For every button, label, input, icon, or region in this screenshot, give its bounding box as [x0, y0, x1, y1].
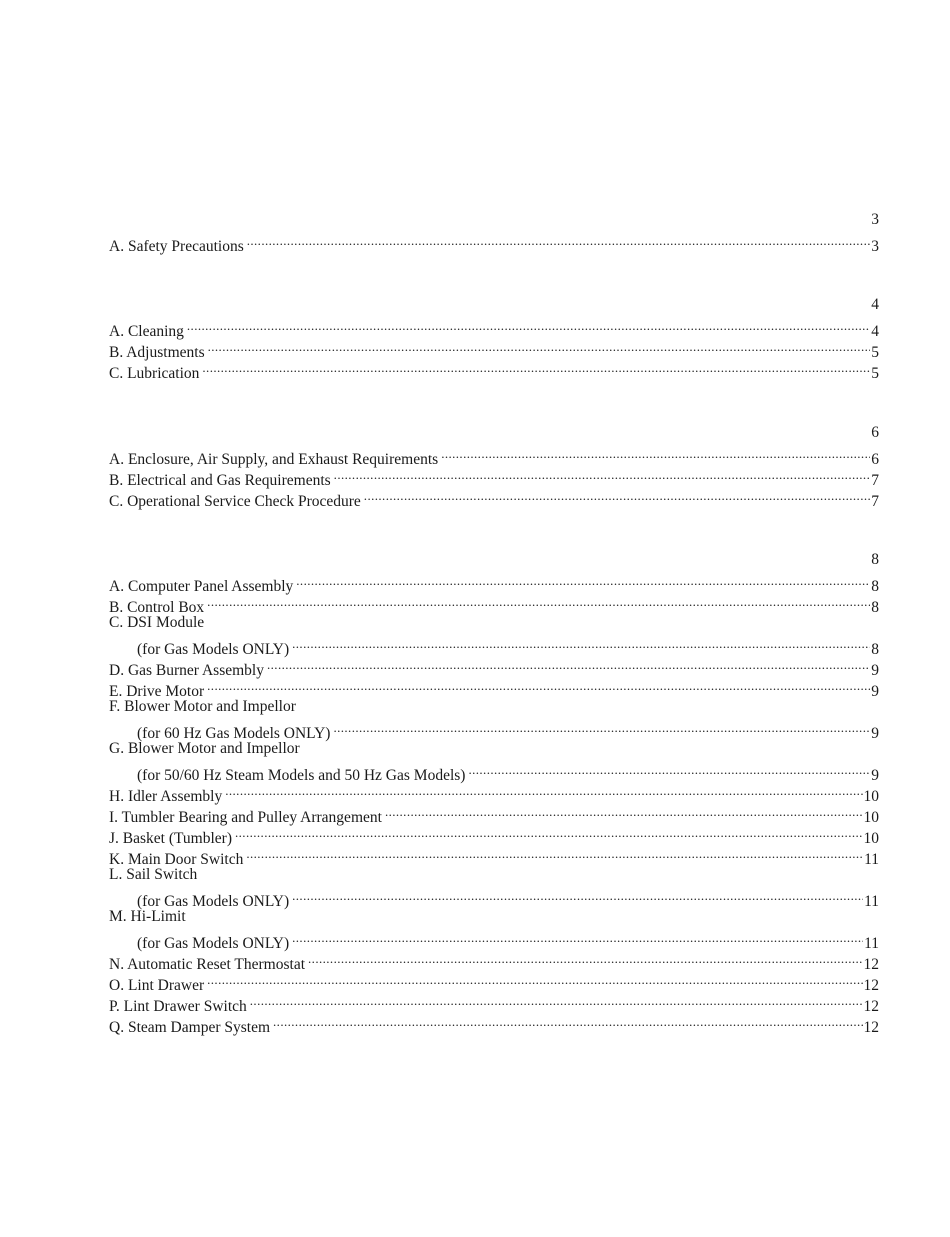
dot-leader — [202, 357, 870, 378]
dot-leader — [468, 759, 870, 780]
dot-leader — [207, 969, 862, 990]
toc-entry-label: D. Gas Burner Assembly — [109, 662, 264, 679]
dot-leader — [225, 780, 862, 801]
toc-entry[interactable] — [109, 315, 879, 340]
toc-entry-page: 9 — [871, 725, 879, 742]
section-page-number: 3 — [871, 211, 879, 228]
toc-entry[interactable] — [109, 675, 879, 700]
toc-entry[interactable] — [109, 443, 879, 468]
toc-section-1 — [109, 209, 879, 255]
toc-entry-label: I. Tumbler Bearing and Pulley Arrangement — [109, 809, 382, 826]
toc-entry[interactable] — [109, 230, 879, 255]
toc-entry-label: A. Enclosure, Air Supply, and Exhaust Requirements — [109, 451, 439, 468]
toc-entry[interactable] — [109, 885, 879, 910]
dot-leader — [247, 230, 871, 251]
dot-leader — [364, 485, 870, 506]
toc-entry[interactable] — [109, 633, 879, 658]
toc-entry-heading[interactable]: L. Sail Switch — [109, 866, 198, 883]
toc-entry-label: N. Automatic Reset Thermostat — [109, 956, 306, 973]
toc-entry-page: 11 — [864, 851, 879, 868]
dot-leader — [207, 591, 870, 612]
toc-entry-label: B. Adjustments — [109, 344, 205, 361]
toc-section-2 — [109, 294, 879, 382]
toc-entry[interactable] — [109, 336, 879, 361]
toc-entry[interactable] — [109, 990, 879, 1015]
toc-entry-heading[interactable]: F. Blower Motor and Impellor — [109, 698, 296, 715]
toc-entry-page: 8 — [871, 578, 879, 595]
dot-leader — [207, 675, 870, 696]
toc-entry[interactable] — [109, 969, 879, 994]
dot-leader — [246, 843, 863, 864]
section-page-number: 6 — [871, 424, 879, 441]
toc-entry[interactable] — [109, 570, 879, 595]
toc-entry-label: (for Gas Models ONLY) — [137, 935, 290, 952]
toc-entry-heading[interactable]: G. Blower Motor and Impellor — [109, 740, 300, 757]
toc-entry-label: (for 50/60 Hz Steam Models and 50 Hz Gas Models) — [137, 767, 466, 784]
toc-entry-page: 8 — [871, 641, 879, 658]
toc-entry-page: 4 — [871, 323, 879, 340]
toc-entry-page: 9 — [871, 662, 879, 679]
toc-entry[interactable] — [109, 717, 879, 742]
toc-entry-label: Q. Steam Damper System — [109, 1019, 271, 1036]
toc-section-3 — [109, 422, 879, 510]
toc-entry-page: 7 — [871, 493, 879, 510]
toc-entry[interactable] — [109, 759, 879, 784]
toc-entry-label: P. Lint Drawer Switch — [109, 998, 247, 1015]
toc-entry-page: 3 — [871, 238, 879, 255]
toc-entry[interactable] — [109, 357, 879, 382]
toc-entry-page: 10 — [863, 830, 879, 847]
dot-leader — [308, 948, 862, 969]
dot-leader — [296, 570, 870, 591]
toc-entry-page: 9 — [871, 683, 879, 700]
dot-leader — [385, 801, 863, 822]
toc-entry-page: 10 — [863, 809, 879, 826]
toc-entry-label: B. Electrical and Gas Requirements — [109, 472, 331, 489]
section-page-number: 4 — [871, 296, 879, 313]
toc-entry[interactable] — [109, 801, 879, 826]
toc-entry-page: 5 — [871, 365, 879, 382]
toc-entry-page: 10 — [863, 788, 879, 805]
toc-entry-page: 7 — [871, 472, 879, 489]
toc-entry-label: H. Idler Assembly — [109, 788, 223, 805]
toc-entry-page: 12 — [863, 977, 879, 994]
toc-entry-label: (for Gas Models ONLY) — [137, 893, 290, 910]
toc-entry-page: 11 — [864, 893, 879, 910]
section-page-number: 8 — [871, 551, 879, 568]
toc-entry-page: 8 — [871, 599, 879, 616]
toc-entry-heading[interactable]: M. Hi-Limit — [109, 908, 186, 925]
toc-entry-label: B. Control Box — [109, 599, 205, 616]
toc-entry-label: J. Basket (Tumbler) — [109, 830, 232, 847]
toc-entry-label: K. Main Door Switch — [109, 851, 244, 868]
toc-entry-page: 12 — [863, 956, 879, 973]
toc-entry-page: 11 — [864, 935, 879, 952]
dot-leader — [292, 927, 863, 948]
toc-entry[interactable] — [109, 927, 879, 952]
toc-entry-page: 12 — [863, 998, 879, 1015]
toc-entry-label: (for 60 Hz Gas Models ONLY) — [137, 725, 331, 742]
toc-entry-label: C. Lubrication — [109, 365, 200, 382]
toc-entry-label: A. Computer Panel Assembly — [109, 578, 294, 595]
dot-leader — [273, 1011, 862, 1032]
toc-entry-label: C. Operational Service Check Procedure — [109, 493, 361, 510]
dot-leader — [250, 990, 863, 1011]
toc-entry-heading[interactable]: C. DSI Module — [109, 614, 205, 631]
dot-leader — [208, 336, 871, 357]
dot-leader — [441, 443, 870, 464]
dot-leader — [334, 464, 871, 485]
toc-entry[interactable] — [109, 780, 879, 805]
dot-leader — [187, 315, 870, 336]
dot-leader — [235, 822, 863, 843]
toc-section-4 — [109, 549, 879, 1036]
dot-leader — [333, 717, 870, 738]
dot-leader — [267, 654, 870, 675]
toc-entry-page: 6 — [871, 451, 879, 468]
toc-entry-page: 5 — [871, 344, 879, 361]
toc-entry-label: A. Safety Precautions — [109, 238, 244, 255]
table-of-contents — [109, 0, 879, 1237]
dot-leader — [292, 633, 870, 654]
toc-entry-page: 12 — [863, 1019, 879, 1036]
toc-entry-page: 9 — [871, 767, 879, 784]
toc-entry[interactable] — [109, 591, 879, 616]
dot-leader — [292, 885, 863, 906]
toc-entry-label: A. Cleaning — [109, 323, 184, 340]
toc-entry-label: E. Drive Motor — [109, 683, 205, 700]
toc-entry-label: (for Gas Models ONLY) — [137, 641, 290, 658]
toc-entry-label: O. Lint Drawer — [109, 977, 205, 994]
